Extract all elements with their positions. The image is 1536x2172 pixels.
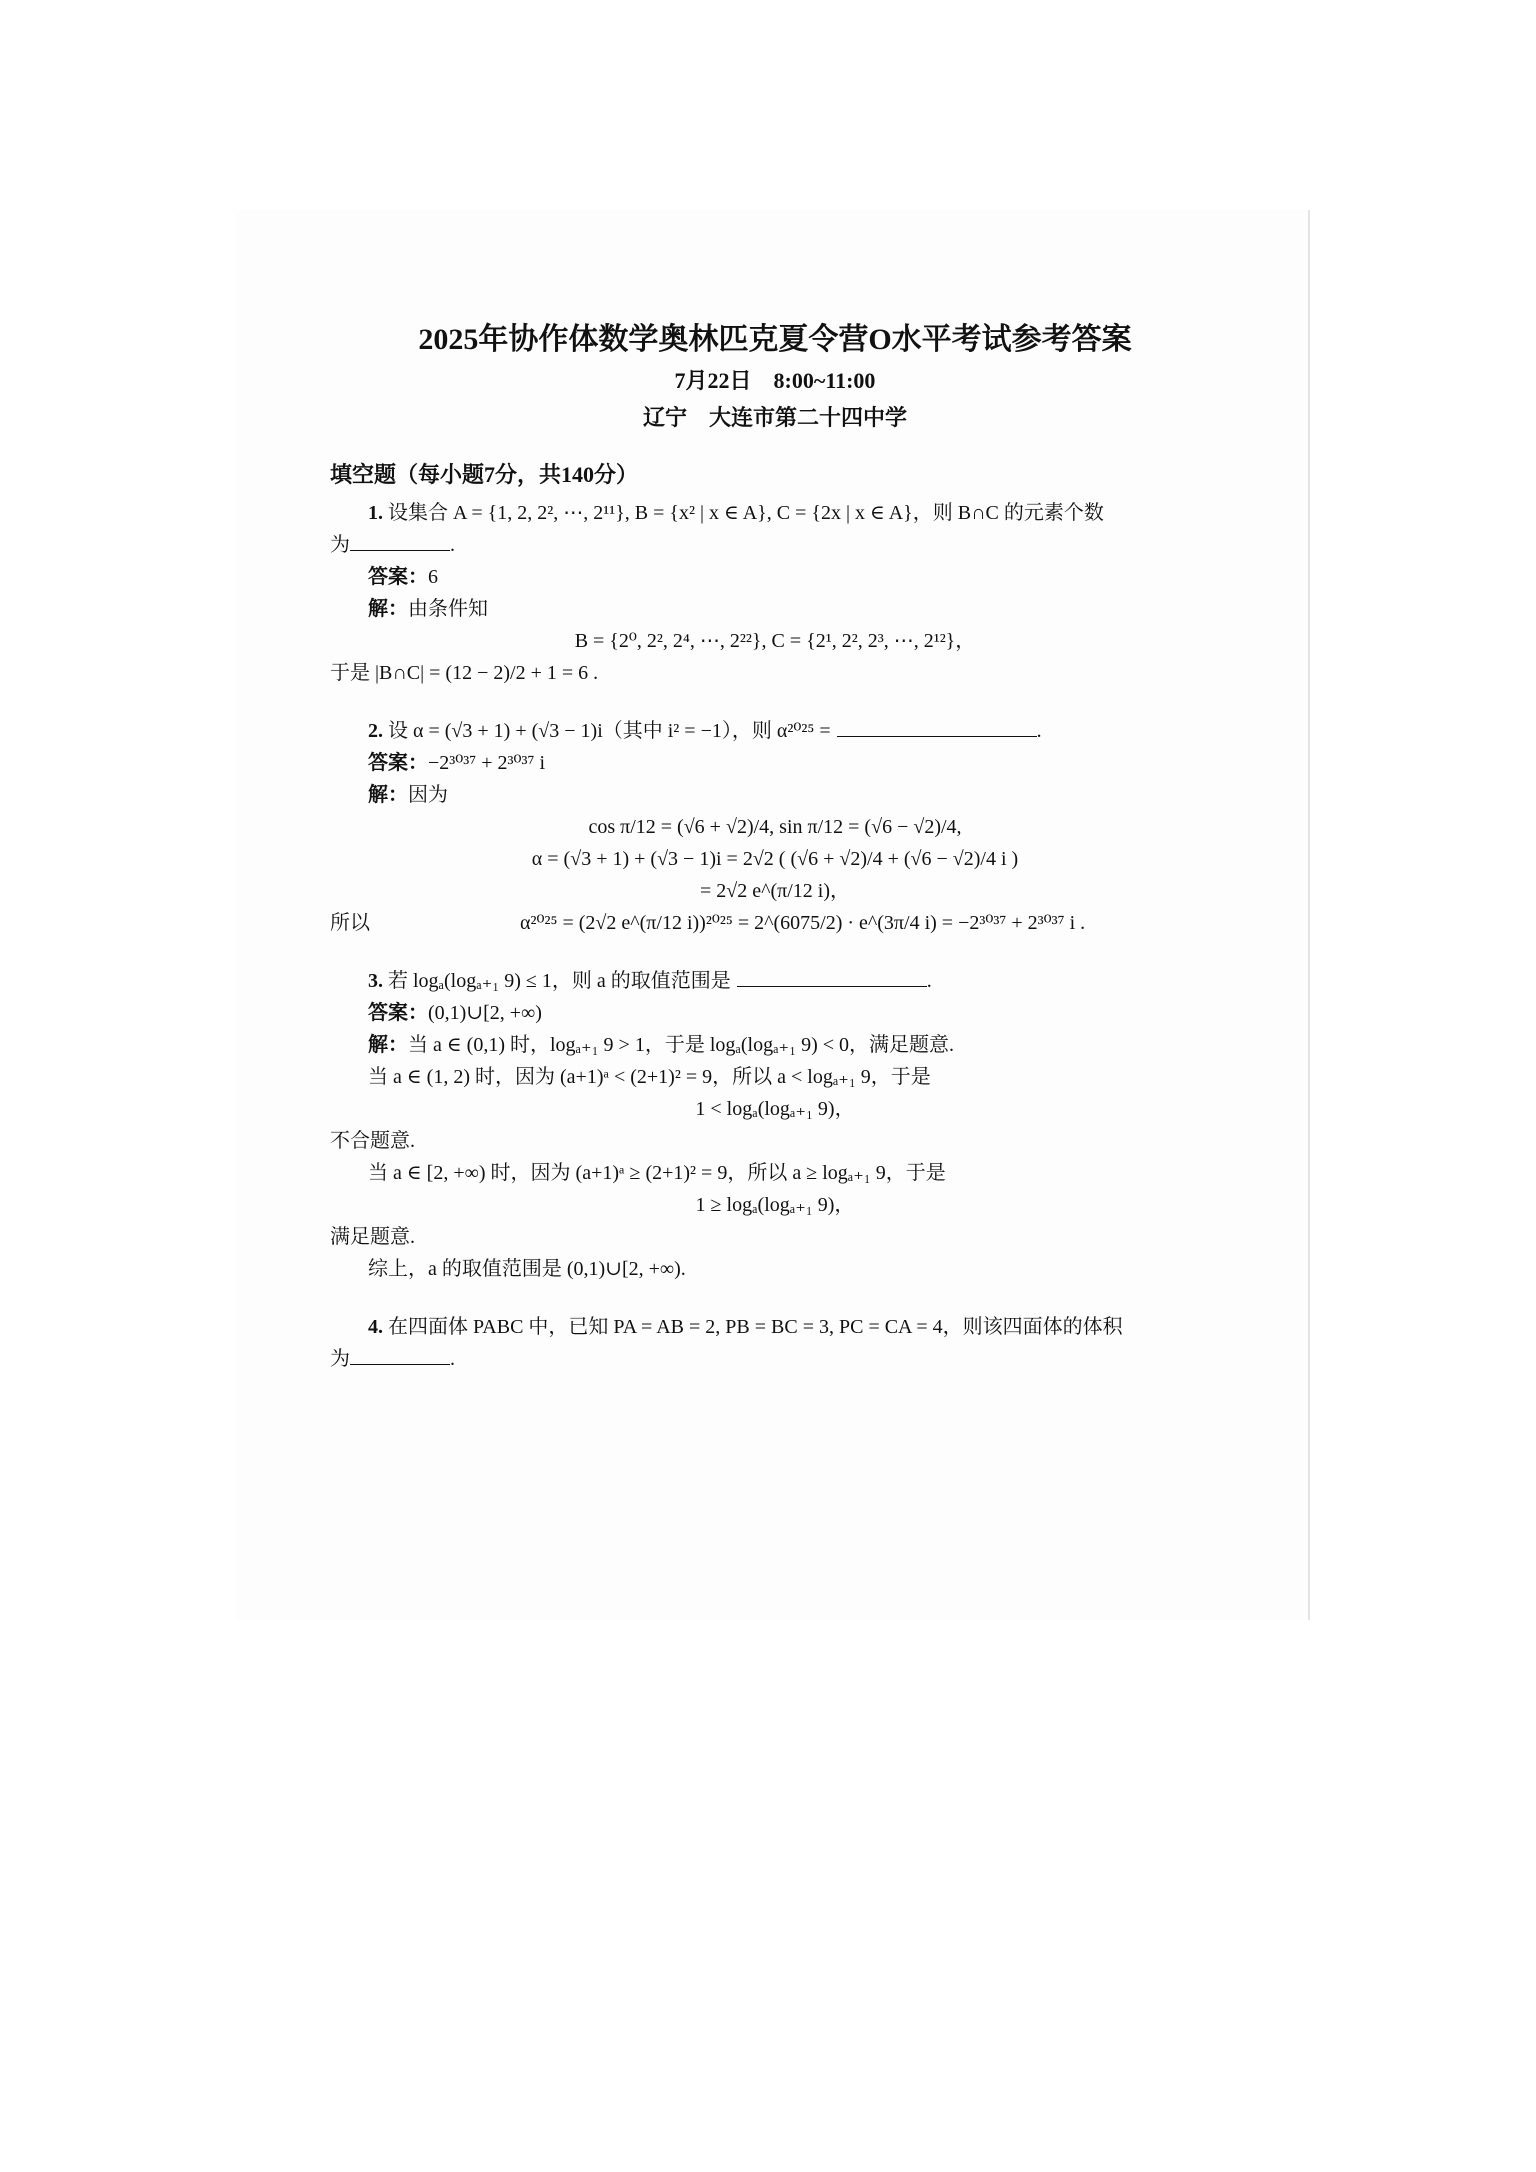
question-2-number: 2. bbox=[368, 719, 383, 742]
question-2-text: 设 α = (√3 + 1) + (√3 − 1)i（其中 i² = −1），则 α²⁰²⁵ = bbox=[388, 719, 831, 742]
answer-label: 答案： bbox=[368, 1001, 428, 1024]
answer-blank bbox=[350, 530, 450, 551]
question-1-text-2: 为 bbox=[330, 533, 350, 556]
solution-final-row bbox=[330, 907, 1220, 939]
solution-intro: 因为 bbox=[408, 783, 448, 806]
solution-label: 解： bbox=[368, 783, 408, 806]
solution-equation: cos π/12 = (√6 + √2)/4, sin π/12 = (√6 − √2)/4, bbox=[588, 815, 962, 838]
question-4 bbox=[330, 1311, 1220, 1343]
question-3: 3. 若 logₐ(logₐ₊₁ 9) ≤ 1，则 a 的取值范围是 . bbox=[330, 965, 1220, 997]
question-4-text-2: 为 bbox=[330, 1347, 350, 1370]
solution-equation: α²⁰²⁵ = (2√2 e^(π/12 i))²⁰²⁵ = 2^(6075/2) · e^(3π/4 i) = −2³⁰³⁷ + 2³⁰³⁷ i . bbox=[520, 911, 1086, 934]
section-heading: 填空题（每小题7分，共140分） bbox=[330, 462, 639, 488]
question-1-text: 设集合 A = {1, 2, 2², ⋯, 2¹¹}, B = {x² | x ∈ A}, C = {2x | x ∈ A}，则 B∩C 的元素个数 bbox=[388, 501, 1104, 524]
question-4-blank-line: 为 . bbox=[330, 1343, 1220, 1375]
exam-date-time: 7月22日 8:00~11:00 bbox=[674, 368, 876, 393]
solution-equation: = 2√2 e^(π/12 i)， bbox=[699, 879, 851, 902]
answer-value: (0,1)∪[2, +∞) bbox=[428, 1001, 542, 1024]
solution-equation: B = {2⁰, 2², 2⁴, ⋯, 2²²}, C = {2¹, 2², 2³, ⋯, 2¹²}， bbox=[574, 629, 976, 652]
solution-line: 不合题意. bbox=[330, 1129, 415, 1152]
question-1-number: 1. bbox=[368, 501, 383, 524]
question-1-solution bbox=[330, 593, 1220, 625]
question-4-text: 在四面体 PABC 中，已知 PA = AB = 2, PB = BC = 3, PC = CA = 4，则该四面体的体积 bbox=[388, 1315, 1123, 1338]
solution-label: 解： bbox=[368, 597, 408, 620]
question-1-blank-line: 为 . bbox=[330, 529, 1220, 561]
answer-blank bbox=[350, 1344, 450, 1365]
solution-equation: 1 < logₐ(logₐ₊₁ 9)， bbox=[695, 1097, 855, 1120]
answer-label: 答案： bbox=[368, 565, 428, 588]
question-3-number: 3. bbox=[368, 969, 383, 992]
question-2: 2. 设 α = (√3 + 1) + (√3 − 1)i（其中 i² = −1），则 α²⁰²⁵ = . bbox=[330, 715, 1220, 747]
answer-blank bbox=[737, 966, 927, 987]
solution-label: 解： bbox=[368, 1033, 408, 1056]
answer-value: −2³⁰³⁷ + 2³⁰³⁷ i bbox=[428, 751, 546, 774]
question-1 bbox=[330, 497, 1220, 529]
question-4-number: 4. bbox=[368, 1315, 383, 1338]
solution-line: 当 a ∈ (1, 2) 时，因为 (a+1)ᵃ < (2+1)² = 9，所以 a < logₐ₊₁ 9，于是 bbox=[368, 1065, 931, 1088]
question-3-text: 若 logₐ(logₐ₊₁ 9) ≤ 1，则 a 的取值范围是 bbox=[388, 969, 731, 992]
answer-blank bbox=[837, 716, 1037, 737]
solution-conclusion: 于是 |B∩C| = (12 − 2)/2 + 1 = 6 . bbox=[330, 661, 599, 684]
solution-equation: 1 ≥ logₐ(logₐ₊₁ 9)， bbox=[695, 1193, 855, 1216]
answer-value: 6 bbox=[428, 565, 438, 588]
solution-equation: α = (√3 + 1) + (√3 − 1)i = 2√2 ( (√6 + √2)/4 + (√6 − √2)/4 i ) bbox=[531, 847, 1019, 870]
question-2-answer bbox=[330, 747, 1220, 779]
question-1-answer bbox=[330, 561, 1220, 593]
solution-line: 满足题意. bbox=[330, 1225, 415, 1248]
answer-label: 答案： bbox=[368, 751, 428, 774]
answer-document bbox=[330, 320, 1220, 1375]
question-3-solution bbox=[330, 1029, 1220, 1061]
solution-conclusion: 综上，a 的取值范围是 (0,1)∪[2, +∞). bbox=[368, 1257, 686, 1280]
so-label: 所以 bbox=[330, 911, 370, 934]
question-2-solution bbox=[330, 779, 1220, 811]
document-title: 2025年协作体数学奥林匹克夏令营O水平考试参考答案 bbox=[418, 323, 1132, 356]
solution-line: 当 a ∈ [2, +∞) 时，因为 (a+1)ᵃ ≥ (2+1)² = 9，所以 a ≥ logₐ₊₁ 9，于是 bbox=[368, 1161, 946, 1184]
solution-intro: 由条件知 bbox=[408, 597, 488, 620]
school-name: 辽宁 大连市第二十四中学 bbox=[642, 405, 907, 431]
solution-line: 当 a ∈ (0,1) 时，logₐ₊₁ 9 > 1，于是 logₐ(logₐ₊₁ 9) < 0，满足题意. bbox=[408, 1033, 955, 1056]
question-3-answer bbox=[330, 997, 1220, 1029]
